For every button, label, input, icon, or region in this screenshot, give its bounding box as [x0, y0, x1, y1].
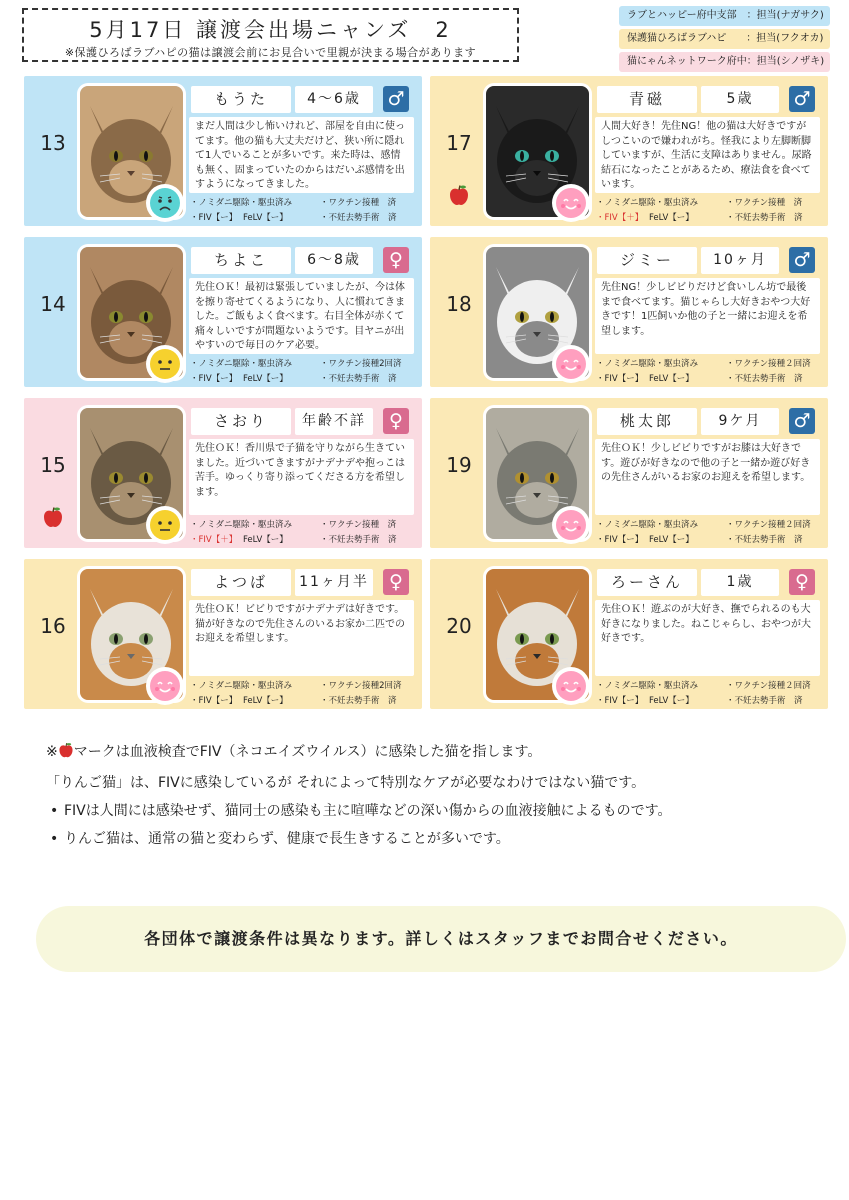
medical-info: [596, 679, 811, 709]
mood-face-icon: [146, 345, 184, 383]
med-felv: FeLV【ー】: [649, 535, 694, 545]
med-flea: ・ノミダニ駆除・駆虫済み: [596, 359, 699, 369]
note-bullet-1-text: FIVは人間には感染せず、猫同士の感染も主に喧嘩などの深い傷からの血液接触によるものです。: [64, 803, 672, 819]
female-icon: ♀: [383, 247, 409, 273]
med-spay: ・不妊去勢手術 済: [320, 213, 397, 223]
medical-info: [190, 196, 397, 226]
cat-age: 5歳: [701, 86, 779, 113]
cat-number: 19: [446, 453, 472, 477]
cat-age: 1歳: [701, 569, 779, 596]
cat-card-19: [430, 398, 828, 548]
med-vaccine: ・ワクチン接種 済: [320, 520, 397, 530]
male-icon: ♂: [789, 408, 815, 434]
cat-card-15: [24, 398, 422, 548]
cat-card-18: [430, 237, 828, 387]
cat-number: 13: [40, 131, 66, 155]
note-line-2: 「りんご猫」は、FIVに感染しているが それによって特別なケアが必要なわけではない猫です。: [46, 775, 646, 791]
apple-icon: [58, 741, 74, 769]
cat-name: さおり: [191, 408, 291, 435]
cat-age: 年齢不詳: [295, 408, 373, 435]
male-icon: ♂: [789, 247, 815, 273]
med-fiv: ・FIV【＋】: [190, 535, 238, 545]
cat-card-16: [24, 559, 422, 709]
med-spay: ・不妊去勢手術 済: [320, 535, 397, 545]
female-icon: ♀: [383, 569, 409, 595]
medical-info: [596, 196, 803, 226]
cat-card-17: [430, 76, 828, 226]
male-icon: ♂: [383, 86, 409, 112]
cat-card-14: [24, 237, 422, 387]
mood-face-icon: [552, 667, 590, 705]
cat-name: ろーさん: [597, 569, 697, 596]
mood-face-icon: [146, 184, 184, 222]
med-felv: FeLV【ー】: [243, 696, 288, 706]
note-bullet-1: [46, 797, 672, 825]
cat-name: 桃太郎: [597, 408, 697, 435]
medical-info: [596, 357, 811, 387]
med-fiv: ・FIV【ー】: [190, 374, 238, 384]
med-fiv: ・FIV【ー】: [596, 535, 644, 545]
cat-number: 20: [446, 614, 472, 638]
cat-card-20: [430, 559, 828, 709]
cat-name: ジミー: [597, 247, 697, 274]
med-felv: FeLV【ー】: [649, 374, 694, 384]
med-vaccine: ・ワクチン接種２回済: [726, 681, 811, 691]
apple-icon: [448, 184, 470, 206]
cat-description: 人間大好き！先住NG！他の猫は大好きですがしつこいので嫌われがち。怪我により左脚断脚していますが、生活に支障はありません。尿路結石になったことがあるため、療法食を食べています。: [595, 117, 820, 193]
med-flea: ・ノミダニ駆除・駆虫済み: [596, 198, 699, 208]
mood-face-icon: [552, 345, 590, 383]
cat-description: 先住ＯＫ！少しビビりですがお膝は大好きです。遊びが好きなので他の子と一緒か遊び好きの先住さんがいるお家のお迎えを希望します。: [595, 439, 820, 515]
med-vaccine: ・ワクチン接種 済: [726, 198, 803, 208]
note-apple-mark-explanation: マークは血液検査でFIV（ネコエイズウイルス）に感染した猫を指します。: [73, 744, 542, 760]
medical-info: [190, 357, 401, 387]
male-icon: ♂: [789, 86, 815, 112]
apple-icon: [42, 506, 64, 528]
med-flea: ・ノミダニ駆除・駆虫済み: [190, 198, 293, 208]
cat-number: 18: [446, 292, 472, 316]
med-spay: ・不妊去勢手術 済: [726, 696, 803, 706]
bullet-dot: •: [50, 831, 59, 847]
cat-name: 青磁: [597, 86, 697, 113]
cat-age: 6～8歳: [295, 247, 373, 274]
mood-face-icon: [146, 506, 184, 544]
med-spay: ・不妊去勢手術 済: [726, 374, 803, 384]
med-felv: FeLV【ー】: [243, 213, 288, 223]
cat-card-13: [24, 76, 422, 226]
title-box: [22, 8, 519, 62]
female-icon: ♀: [383, 408, 409, 434]
cat-description: 先住ＯＫ！香川県で子猫を守りながら生きていました。近づいてきますがナデナデや抱っこは苦手。ゆっくり寄り添ってくださる方を希望します。: [189, 439, 414, 515]
med-fiv: ・FIV【ー】: [190, 213, 238, 223]
cat-age: 9ケ月: [701, 408, 779, 435]
med-vaccine: ・ワクチン接種 済: [320, 198, 397, 208]
note-bullet-2-text: りんご猫は、通常の猫と変わらず、健康で長生きすることが多いです。: [64, 831, 510, 847]
med-flea: ・ノミダニ駆除・駆虫済み: [190, 681, 293, 691]
cat-age: 10ヶ月: [701, 247, 779, 274]
med-flea: ・ノミダニ駆除・駆虫済み: [190, 359, 293, 369]
med-vaccine: ・ワクチン接種2回済: [320, 681, 402, 691]
bullet-dot: •: [50, 803, 59, 819]
note-line-1: [46, 738, 672, 769]
medical-info: [190, 679, 401, 709]
med-flea: ・ノミダニ駆除・駆虫済み: [596, 681, 699, 691]
medical-info: [596, 518, 811, 548]
cat-name: ちよこ: [191, 247, 291, 274]
med-vaccine: ・ワクチン接種２回済: [726, 359, 811, 369]
cat-description: 先住ＯＫ！最初は緊張していましたが、今は体を擦り寄せてくるようになり、人に慣れてきました。ご飯もよく食べます。右目全体が赤くて痛々しいですが問題ないようです。目ヤニが出やすいので毎日のケア必要。: [189, 278, 414, 354]
cat-number: 14: [40, 292, 66, 316]
med-vaccine: ・ワクチン接種2回済: [320, 359, 402, 369]
med-fiv: ・FIV【ー】: [190, 696, 238, 706]
med-flea: ・ノミダニ駆除・駆虫済み: [190, 520, 293, 530]
med-fiv: ・FIV【＋】: [596, 213, 644, 223]
cat-description: まだ人間は少し怖いけれど、部屋を自由に使ってます。他の猫も大丈夫だけど、狭い所に隠れて1人でいることが多いです。来た時は、感情も無く、固まっていたのからはだいぶ感情を出すようになってきました。: [189, 117, 414, 193]
note-bullet-2: [46, 825, 672, 853]
cat-name: もうた: [191, 86, 291, 113]
mood-face-icon: [552, 506, 590, 544]
cat-age: 4～6歳: [295, 86, 373, 113]
mood-face-icon: [146, 667, 184, 705]
footer-contact-banner: 各団体で譲渡条件は異なります。詳しくはスタッフまでお問合せください。: [36, 906, 846, 972]
page-title: 5月17日 譲渡会出場ニャンズ 2: [89, 18, 452, 42]
legend-item-nekonyan-network: 猫にゃんネットワーク府中：担当(シノザキ): [619, 52, 830, 72]
med-fiv: ・FIV【ー】: [596, 696, 644, 706]
cat-number: 17: [446, 131, 472, 155]
medical-info: [190, 518, 397, 548]
note-asterisk: ※: [46, 744, 58, 760]
mood-face-icon: [552, 184, 590, 222]
legend-item-lovehapi-hiroba: 保護猫ひろばラブハピ ：担当(フクオカ): [619, 29, 830, 49]
legend-item-lovehappy-fuchu: ラブとハッピー府中支部 ：担当(ナガサク): [619, 6, 830, 26]
med-vaccine: ・ワクチン接種２回済: [726, 520, 811, 530]
cat-age: 11ヶ月半: [295, 569, 373, 596]
cat-name: よつば: [191, 569, 291, 596]
cat-number: 16: [40, 614, 66, 638]
cat-description: 先住NG！少しビビりだけど食いしん坊で最後まで食べてます。猫じゃらし大好きおやつ大好きです！1匹飼いか他の子と一緒にお迎えを希望します。: [595, 278, 820, 354]
female-icon: ♀: [789, 569, 815, 595]
med-flea: ・ノミダニ駆除・駆虫済み: [596, 520, 699, 530]
med-felv: FeLV【ー】: [649, 696, 694, 706]
fiv-notes: [46, 738, 672, 853]
med-fiv: ・FIV【ー】: [596, 374, 644, 384]
med-spay: ・不妊去勢手術 済: [320, 696, 397, 706]
cat-number: 15: [40, 453, 66, 477]
med-spay: ・不妊去勢手術 済: [726, 535, 803, 545]
med-felv: FeLV【ー】: [649, 213, 694, 223]
page-subtitle-note: ※保護ひろばラブハピの猫は譲渡会前にお見合いで里親が決まる場合があります: [64, 46, 477, 59]
med-spay: ・不妊去勢手術 済: [726, 213, 803, 223]
cat-description: 先住ＯＫ！遊ぶのが大好き、撫でられるのも大好きになりました。ねこじゃらし、おやつが大好きです。: [595, 600, 820, 676]
med-spay: ・不妊去勢手術 済: [320, 374, 397, 384]
cat-description: 先住ＯＫ！ビビりですがナデナデは好きです。猫が好きなので先住さんのいるお家か二匹でのお迎えを希望します。: [189, 600, 414, 676]
med-felv: FeLV【ー】: [243, 535, 288, 545]
med-felv: FeLV【ー】: [243, 374, 288, 384]
